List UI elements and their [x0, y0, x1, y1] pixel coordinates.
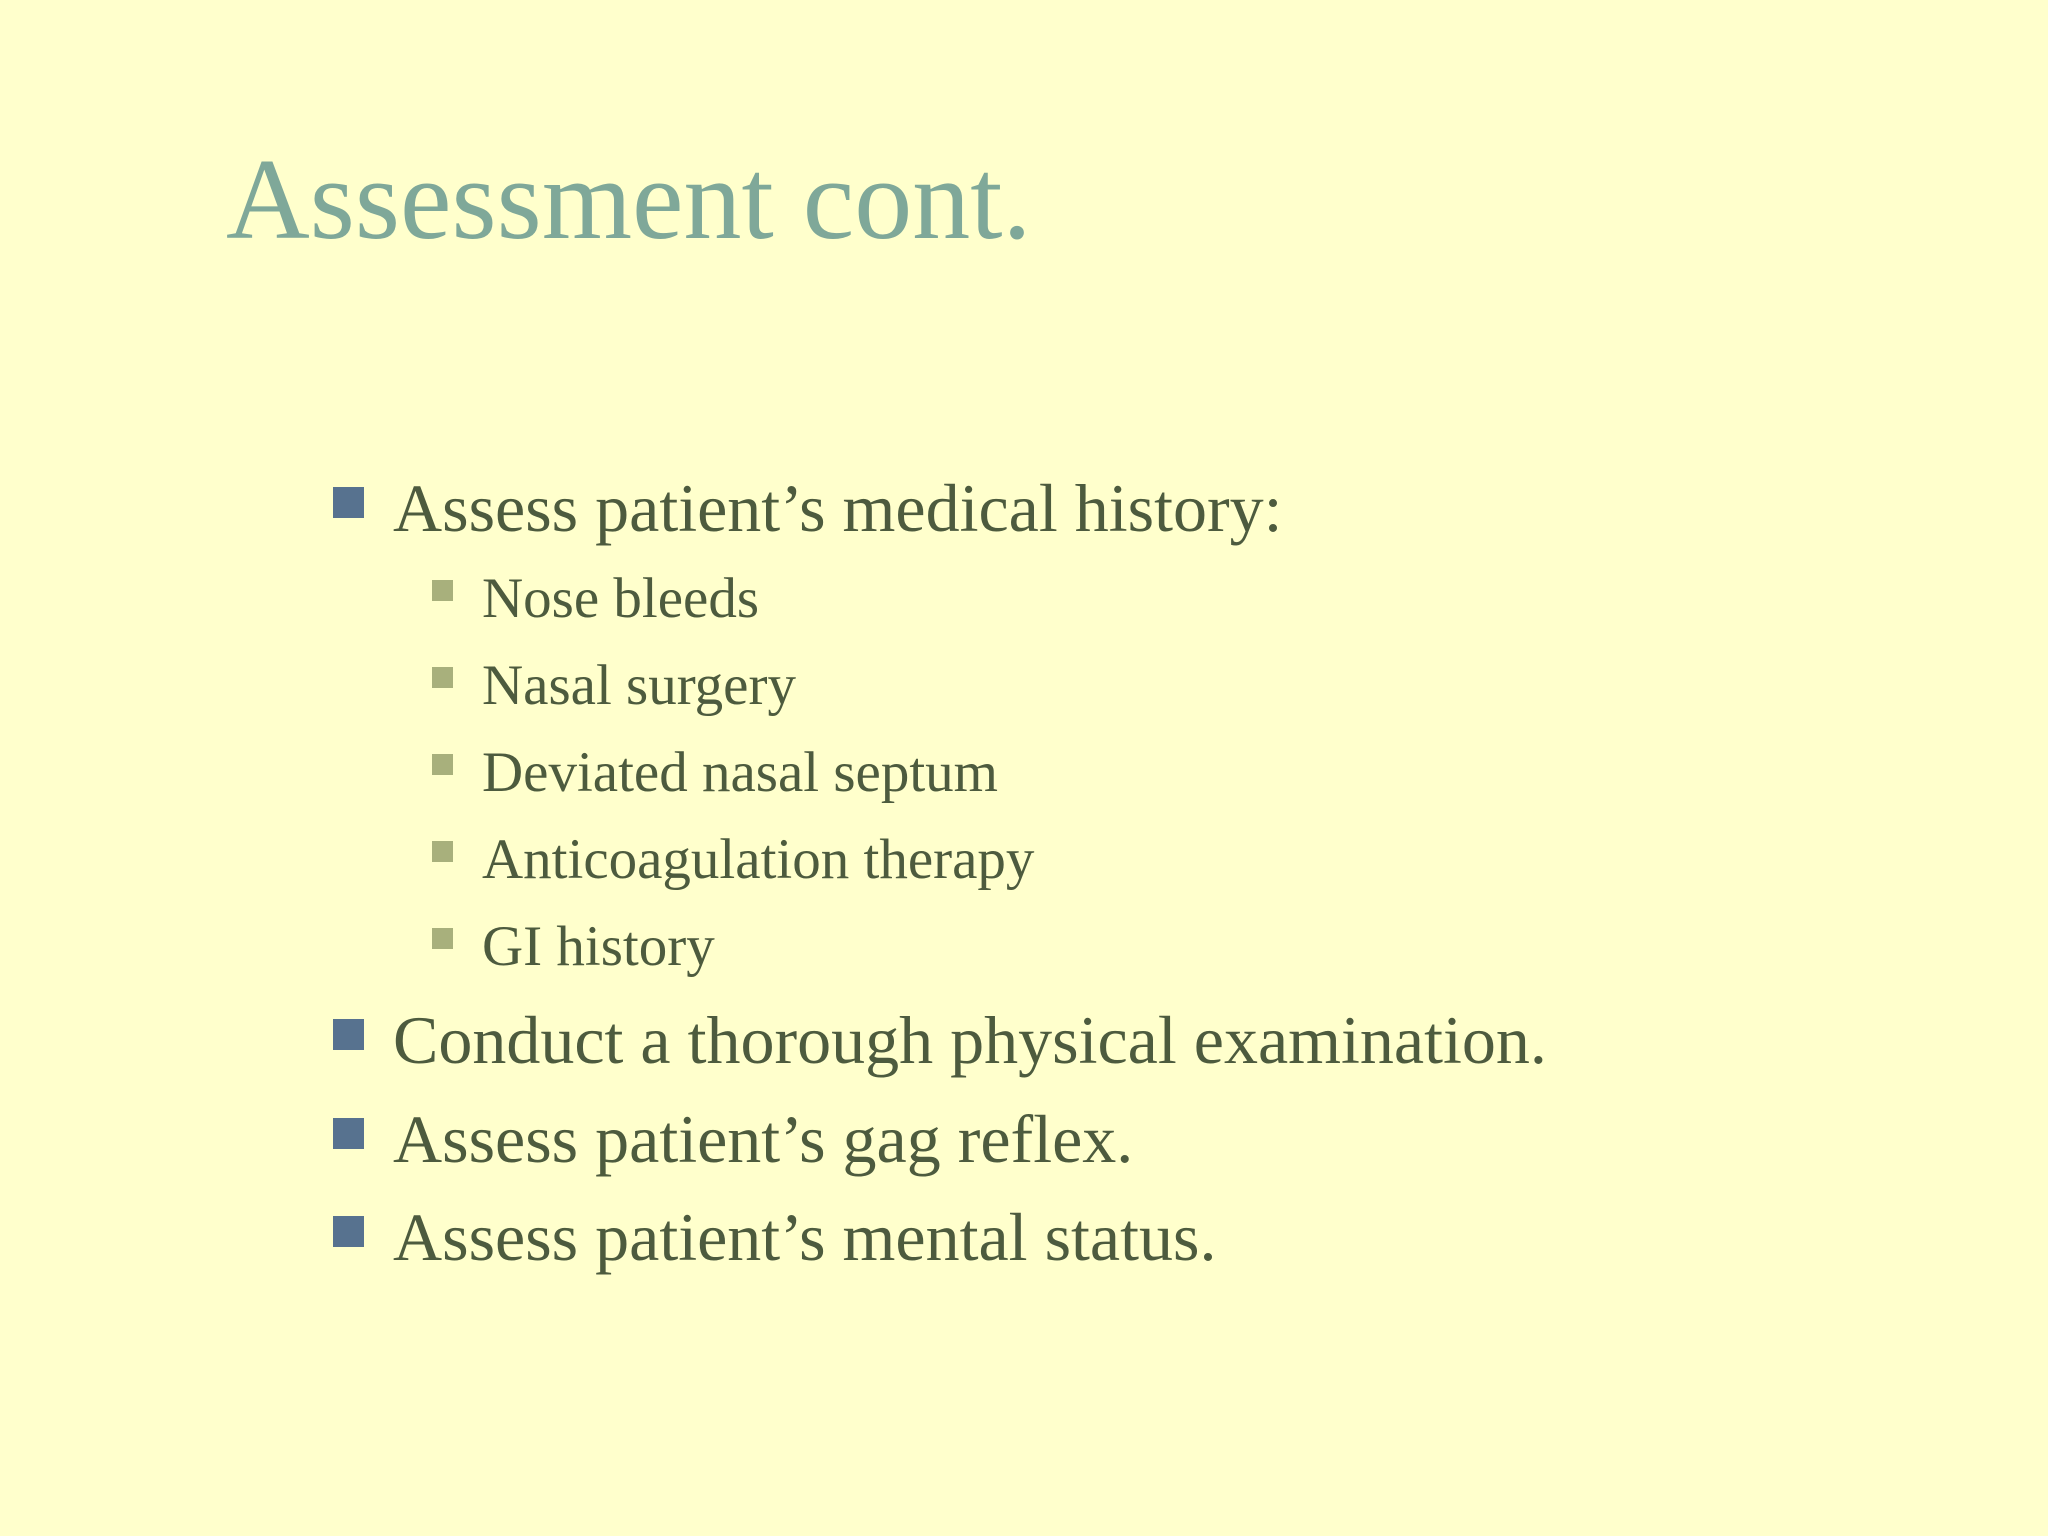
- sub-bullet-text: Anticoagulation therapy: [482, 828, 1035, 891]
- small-square-bullet-icon: [432, 667, 453, 688]
- bullet-mental-status: [333, 1197, 1216, 1277]
- small-square-bullet-icon: [432, 928, 453, 949]
- sub-bullet-gi-history: [432, 913, 715, 981]
- bullet-physical-exam: [333, 1000, 1547, 1080]
- bullet-medical-history: [333, 468, 1283, 548]
- sub-bullet-text: Nasal surgery: [482, 654, 796, 717]
- bullet-text: Conduct a thorough physical examination.: [393, 1002, 1547, 1078]
- bullet-text: Assess patient’s medical history:: [393, 470, 1283, 546]
- sub-bullet-anticoagulation: [432, 826, 1034, 894]
- small-square-bullet-icon: [432, 841, 453, 862]
- square-bullet-icon: [333, 1118, 364, 1149]
- small-square-bullet-icon: [432, 754, 453, 775]
- sub-bullet-text: GI history: [482, 915, 715, 978]
- bullet-text: Assess patient’s mental status.: [393, 1199, 1217, 1275]
- sub-bullet-nasal-surgery: [432, 652, 796, 720]
- sub-bullet-text: Deviated nasal septum: [482, 741, 999, 804]
- bullet-gag-reflex: [333, 1099, 1133, 1179]
- bullet-text: Assess patient’s gag reflex.: [393, 1101, 1134, 1177]
- square-bullet-icon: [333, 1019, 364, 1050]
- square-bullet-icon: [333, 1216, 364, 1247]
- slide-title: Assessment cont.: [226, 136, 1032, 264]
- sub-bullet-text: Nose bleeds: [482, 567, 760, 630]
- square-bullet-icon: [333, 487, 364, 518]
- sub-bullet-nose-bleeds: [432, 565, 759, 633]
- small-square-bullet-icon: [432, 580, 453, 601]
- sub-bullet-deviated-septum: [432, 739, 998, 807]
